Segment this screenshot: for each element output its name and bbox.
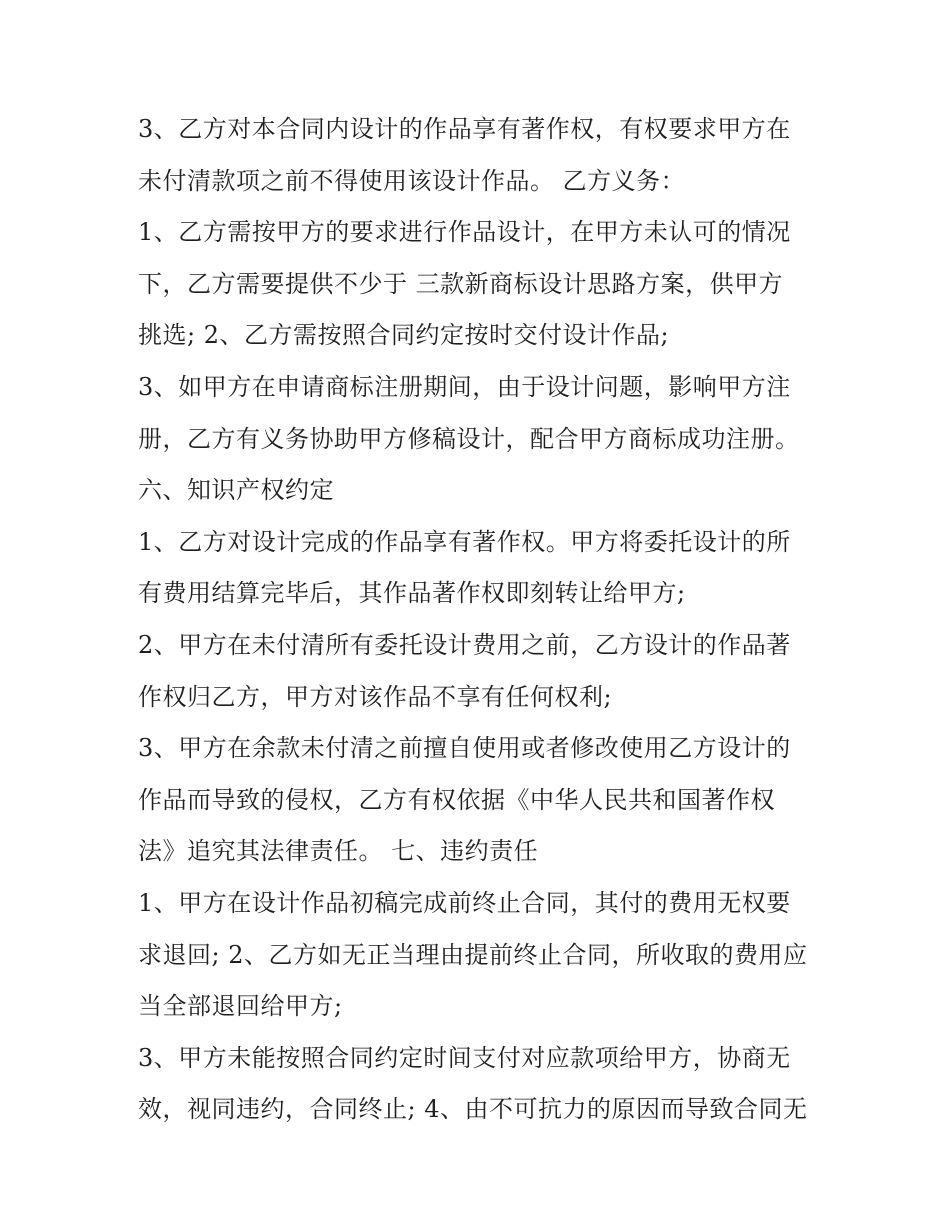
text-line: 册，乙方有义务协助甲方修稿设计，配合甲方商标成功注册。	[138, 424, 800, 453]
text-line: 当全部退回给甲方;	[138, 992, 343, 1021]
text-line: 3、甲方未能按照合同约定时间支付对应款项给甲方，协商无	[138, 1043, 791, 1072]
text-line: 3、如甲方在申请商标注册期间，由于设计问题，影响甲方注	[138, 372, 791, 401]
text-line: 1、乙方对设计完成的作品享有著作权。甲方将委托设计的所	[138, 527, 791, 556]
text-line: 效，视同违约，合同终止; 4、由不可抗力的原因而导致合同无	[138, 1095, 808, 1124]
text-line: 作品而导致的侵权，乙方有权依据《中华人民共和国著作权	[138, 785, 775, 814]
section-heading: 六、知识产权约定	[138, 476, 334, 505]
text-line: 求退回; 2、乙方如无正当理由提前终止合同，所收取的费用应	[138, 940, 808, 969]
text-line: 挑选; 2、乙方需按照合同约定按时交付设计作品;	[138, 321, 670, 350]
text-line: 3、甲方在余款未付清之前擅自使用或者修改使用乙方设计的	[138, 734, 791, 763]
text-line: 未付清款项之前不得使用该设计作品。 乙方义务：	[138, 166, 686, 195]
document-body	[138, 104, 818, 1136]
text-line: 作权归乙方，甲方对该作品不享有任何权利;	[138, 682, 613, 711]
text-line: 1、乙方需按甲方的要求进行作品设计，在甲方未认可的情况	[138, 218, 791, 247]
text-line: 1、甲方在设计作品初稿完成前终止合同，其付的费用无权要	[138, 888, 791, 917]
text-line: 下，乙方需要提供不少于 三款新商标设计思路方案，供甲方	[138, 269, 784, 298]
text-line: 2、甲方在未付清所有委托设计费用之前，乙方设计的作品著	[138, 630, 791, 659]
text-line: 法》追究其法律责任。 七、违约责任	[138, 837, 539, 866]
text-line: 有费用结算完毕后，其作品著作权即刻转让给甲方;	[138, 579, 686, 608]
text-line: 3、乙方对本合同内设计的作品享有著作权，有权要求甲方在	[138, 115, 791, 143]
